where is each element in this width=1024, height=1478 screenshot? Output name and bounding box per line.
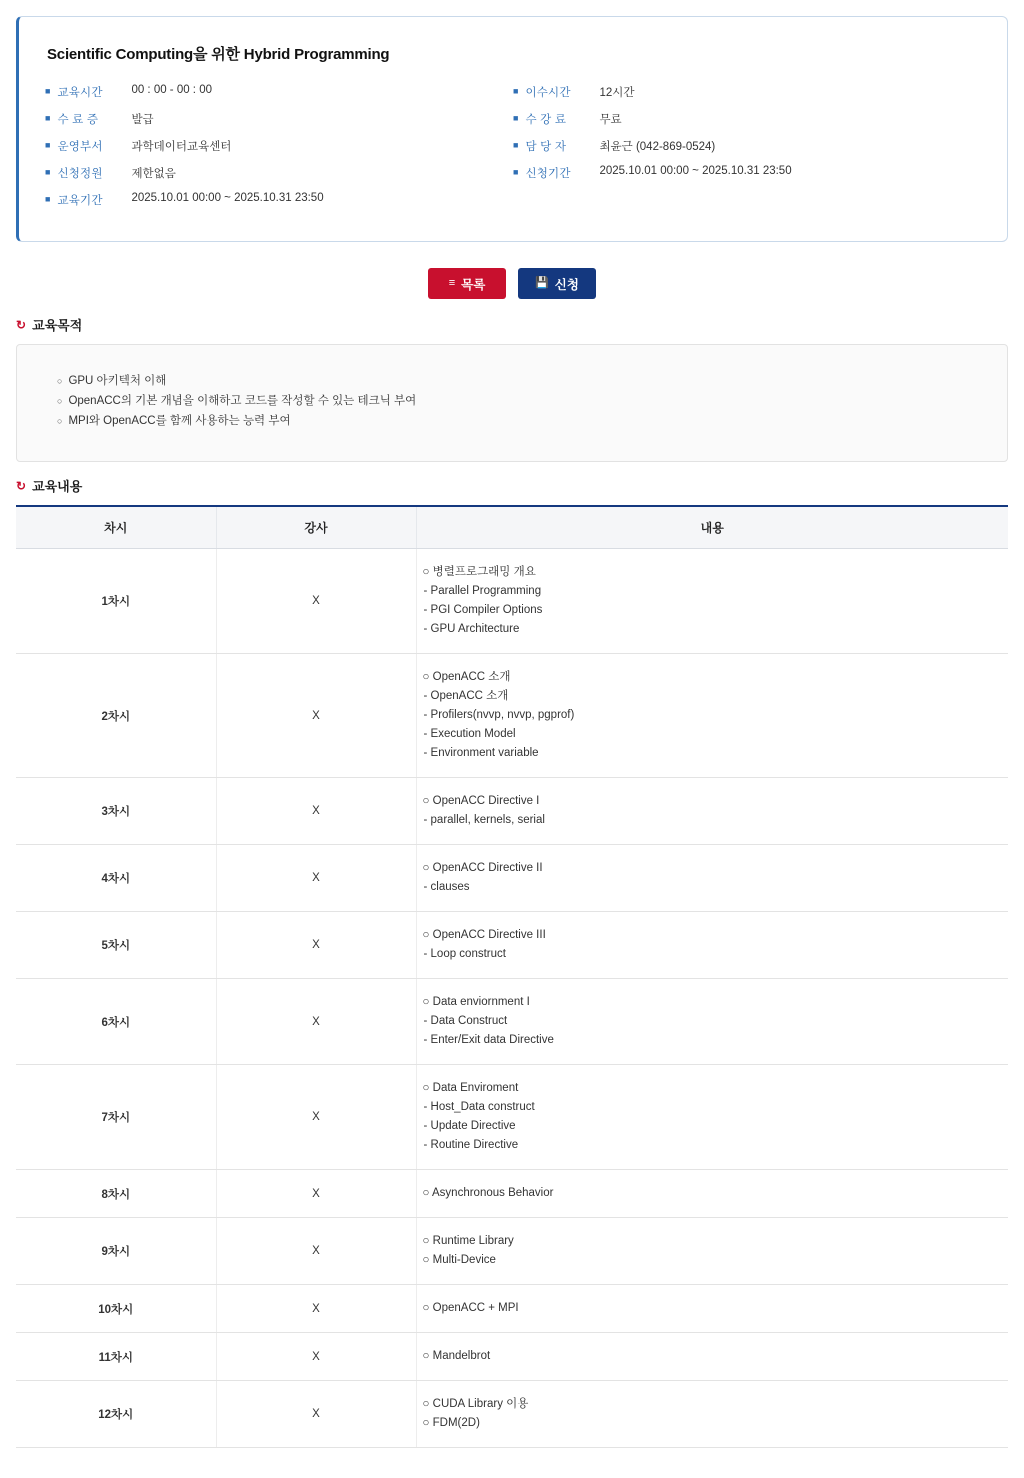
list-button[interactable] bbox=[428, 268, 506, 299]
info-row bbox=[45, 138, 513, 154]
column-header: 차시 bbox=[16, 506, 216, 549]
session-cell: 5차시 bbox=[16, 912, 216, 979]
content-line: ○ Data Enviroment bbox=[422, 1082, 519, 1094]
info-label: 교육기간 bbox=[57, 195, 103, 207]
content-line: ○ CUDA Library 이용 bbox=[422, 1398, 529, 1410]
info-value: 2025.10.01 00:00 ~ 2025.10.31 23:50 bbox=[599, 165, 792, 177]
refresh-icon: ↻ bbox=[16, 478, 27, 493]
course-info-card bbox=[16, 16, 1008, 242]
info-row bbox=[45, 84, 513, 100]
objective-item-text: MPI와 OpenACC를 함께 사용하는 능력 부여 bbox=[68, 415, 291, 427]
content-cell bbox=[416, 979, 1008, 1065]
content-line: - Data Construct bbox=[423, 1015, 508, 1027]
content-cell bbox=[416, 845, 1008, 912]
info-row bbox=[45, 111, 513, 127]
list-icon: ≡ bbox=[448, 277, 456, 289]
list-button-label: 목록 bbox=[461, 277, 486, 292]
session-cell: 2차시 bbox=[16, 654, 216, 778]
session-cell: 9차시 bbox=[16, 1218, 216, 1285]
info-value: 과학데이터교육센터 bbox=[131, 141, 232, 153]
bullet-icon: ■ bbox=[513, 86, 519, 96]
teacher-cell: X bbox=[216, 979, 416, 1065]
content-line: ○ Asynchronous Behavior bbox=[422, 1187, 554, 1199]
teacher-cell: X bbox=[216, 654, 416, 778]
info-row bbox=[513, 165, 981, 181]
teacher-cell: X bbox=[216, 845, 416, 912]
circle-bullet-icon: ○ bbox=[57, 416, 63, 426]
curriculum-table-head bbox=[16, 506, 1008, 549]
content-line: - Update Directive bbox=[423, 1120, 516, 1132]
apply-button-label: 신청 bbox=[554, 277, 579, 292]
content-cell bbox=[416, 1381, 1008, 1448]
session-cell: 3차시 bbox=[16, 778, 216, 845]
content-cell bbox=[416, 912, 1008, 979]
teacher-cell: X bbox=[216, 1285, 416, 1333]
session-cell: 12차시 bbox=[16, 1381, 216, 1448]
info-label: 교육시간 bbox=[57, 87, 103, 99]
content-line: - Enter/Exit data Directive bbox=[423, 1034, 554, 1046]
content-cell bbox=[416, 778, 1008, 845]
content-line: - PGI Compiler Options bbox=[423, 604, 543, 616]
content-line: - Routine Directive bbox=[423, 1139, 519, 1151]
curriculum-heading-label: 교육내용 bbox=[32, 479, 83, 494]
save-disk-icon: 💾 bbox=[535, 277, 549, 289]
table-row bbox=[16, 1285, 1008, 1333]
bullet-icon: ■ bbox=[45, 140, 51, 150]
action-button-row bbox=[16, 268, 1008, 299]
table-row bbox=[16, 1065, 1008, 1170]
info-label: 수 료 증 bbox=[57, 114, 99, 126]
content-line: - OpenACC 소개 bbox=[423, 690, 509, 702]
teacher-cell: X bbox=[216, 549, 416, 654]
info-label: 이수시간 bbox=[525, 87, 571, 99]
bullet-icon: ■ bbox=[45, 86, 51, 96]
content-cell bbox=[416, 549, 1008, 654]
content-line: ○ OpenACC 소개 bbox=[422, 671, 511, 683]
info-label: 운영부서 bbox=[57, 141, 103, 153]
column-header: 강사 bbox=[216, 506, 416, 549]
info-row bbox=[513, 111, 981, 127]
bullet-icon: ■ bbox=[45, 113, 51, 123]
table-row bbox=[16, 979, 1008, 1065]
info-value: 12시간 bbox=[599, 87, 635, 99]
objective-item bbox=[57, 371, 967, 391]
info-label: 담 당 자 bbox=[525, 141, 567, 153]
content-line: ○ OpenACC Directive I bbox=[422, 795, 540, 807]
info-label: 수 강 료 bbox=[525, 114, 567, 126]
content-cell bbox=[416, 1218, 1008, 1285]
table-row bbox=[16, 1333, 1008, 1381]
teacher-cell: X bbox=[216, 1333, 416, 1381]
content-line: - Profilers(nvvp, nvvp, pgprof) bbox=[423, 709, 575, 721]
column-header: 내용 bbox=[416, 506, 1008, 549]
table-row bbox=[16, 778, 1008, 845]
objective-item bbox=[57, 411, 967, 431]
refresh-icon: ↻ bbox=[16, 317, 27, 332]
teacher-cell: X bbox=[216, 912, 416, 979]
content-line: ○ Runtime Library bbox=[422, 1235, 514, 1247]
teacher-cell: X bbox=[216, 1218, 416, 1285]
info-label: 신청기간 bbox=[525, 168, 571, 180]
circle-bullet-icon: ○ bbox=[57, 396, 63, 406]
table-row bbox=[16, 654, 1008, 778]
objective-item-text: GPU 아키텍처 이해 bbox=[68, 375, 167, 387]
table-row bbox=[16, 912, 1008, 979]
session-cell: 7차시 bbox=[16, 1065, 216, 1170]
content-cell bbox=[416, 1333, 1008, 1381]
content-line: ○ OpenACC Directive III bbox=[422, 929, 546, 941]
table-row bbox=[16, 1218, 1008, 1285]
session-cell: 8차시 bbox=[16, 1170, 216, 1218]
content-cell bbox=[416, 1285, 1008, 1333]
circle-bullet-icon: ○ bbox=[57, 376, 63, 386]
bullet-icon: ■ bbox=[513, 140, 519, 150]
teacher-cell: X bbox=[216, 1381, 416, 1448]
info-row bbox=[513, 138, 981, 154]
content-line: - parallel, kernels, serial bbox=[423, 814, 545, 826]
apply-button[interactable] bbox=[518, 268, 596, 299]
session-cell: 1차시 bbox=[16, 549, 216, 654]
table-row bbox=[16, 549, 1008, 654]
teacher-cell: X bbox=[216, 1170, 416, 1218]
content-cell bbox=[416, 1170, 1008, 1218]
table-row bbox=[16, 1381, 1008, 1448]
content-line: - Host_Data construct bbox=[423, 1101, 535, 1113]
bullet-icon: ■ bbox=[45, 194, 51, 204]
info-value: 제한없음 bbox=[131, 168, 176, 180]
curriculum-table bbox=[16, 505, 1008, 1448]
course-info-right-column bbox=[513, 84, 981, 219]
content-line: ○ Data enviornment I bbox=[422, 996, 530, 1008]
content-line: ○ OpenACC Directive II bbox=[422, 862, 543, 874]
info-value: 발급 bbox=[131, 114, 154, 126]
content-line: ○ FDM(2D) bbox=[422, 1417, 480, 1429]
session-cell: 10차시 bbox=[16, 1285, 216, 1333]
objective-heading-label: 교육목적 bbox=[32, 318, 83, 333]
table-header-row bbox=[16, 506, 1008, 549]
info-row bbox=[45, 192, 513, 208]
objective-section-heading bbox=[16, 315, 1008, 334]
session-cell: 4차시 bbox=[16, 845, 216, 912]
info-value: 최윤근 (042-869-0524) bbox=[599, 141, 716, 153]
session-cell: 6차시 bbox=[16, 979, 216, 1065]
course-info-left-column bbox=[45, 84, 513, 219]
curriculum-section-heading bbox=[16, 476, 1008, 495]
content-cell bbox=[416, 1065, 1008, 1170]
session-cell: 11차시 bbox=[16, 1333, 216, 1381]
curriculum-table-body bbox=[16, 549, 1008, 1448]
content-line: - clauses bbox=[423, 881, 470, 893]
content-line: ○ OpenACC + MPI bbox=[422, 1302, 519, 1314]
table-row bbox=[16, 845, 1008, 912]
info-value: 2025.10.01 00:00 ~ 2025.10.31 23:50 bbox=[131, 192, 324, 204]
content-line: - Parallel Programming bbox=[423, 585, 542, 597]
content-line: - Loop construct bbox=[423, 948, 506, 960]
table-row bbox=[16, 1170, 1008, 1218]
content-line: - Environment variable bbox=[423, 747, 539, 759]
bullet-icon: ■ bbox=[513, 167, 519, 177]
info-row bbox=[513, 84, 981, 100]
teacher-cell: X bbox=[216, 778, 416, 845]
info-label: 신청정원 bbox=[57, 168, 103, 180]
teacher-cell: X bbox=[216, 1065, 416, 1170]
objective-item bbox=[57, 391, 967, 411]
content-line: ○ Mandelbrot bbox=[422, 1350, 491, 1362]
info-row bbox=[45, 165, 513, 181]
info-value: 무료 bbox=[599, 114, 622, 126]
info-value: 00 : 00 - 00 : 00 bbox=[131, 84, 212, 96]
bullet-icon: ■ bbox=[513, 113, 519, 123]
content-line: - Execution Model bbox=[423, 728, 516, 740]
content-line: ○ Multi-Device bbox=[422, 1254, 496, 1266]
objective-item-text: OpenACC의 기본 개념을 이해하고 코드를 작성할 수 있는 테크닉 부여 bbox=[68, 395, 417, 407]
content-line: - GPU Architecture bbox=[423, 623, 520, 635]
content-cell bbox=[416, 654, 1008, 778]
course-info-grid bbox=[45, 84, 981, 219]
bullet-icon: ■ bbox=[45, 167, 51, 177]
page-title: Scientific Computing을 위한 Hybrid Programming bbox=[47, 46, 390, 63]
objective-box bbox=[16, 344, 1008, 462]
content-line: ○ 병렬프로그래밍 개요 bbox=[422, 566, 536, 578]
